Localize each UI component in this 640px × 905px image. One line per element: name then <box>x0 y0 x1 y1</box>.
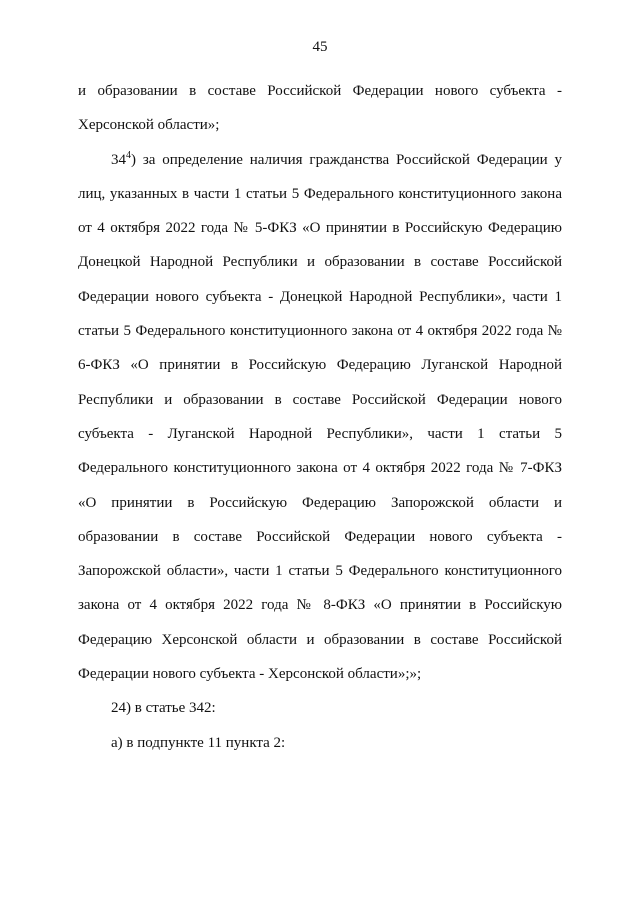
document-body <box>78 74 562 760</box>
paragraph-subitem-a: а) в подпункте 11 пункта 2: <box>111 734 286 751</box>
paragraph-item-24: 24) в статье 342: <box>111 700 216 717</box>
item-superscript: 4 <box>126 149 131 161</box>
item-text: ) за определение наличия гражданства Российской Федерации у лиц, указанных в части 1 статьи 5 Федерального конституционного закона от 4 октября 2022 года № 5-ФКЗ «О принятии в Российскую Федерацию Донецкой Народной Республики и образовании в составе Российской Федерации нового субъекта - Донецкой Народной Республики», части 1 статьи 5 Федерального конституционного закона от 4 октября 2022 года № 6-ФКЗ «О принятии в Российскую Федерацию Луганской Народной Республики и образовании в составе Российской Федерации нового субъекта - Луганской Народной Республики», части 1 статьи 5 Федерального конституционного закона от 4 октября 2022 года № 7-ФКЗ «О принятии в Российскую Федерацию Запорожской области и образовании в составе Российской Федерации нового субъекта - Запорожской области», части 1 статьи 5 Федерального конституционного закона от 4 октября 2022 года № 8-ФКЗ «О принятии в Российскую Федерацию Херсонской области и образовании в составе Российской Федерации нового субъекта - Херсонской области»;»; <box>78 151 562 683</box>
paragraph-continuation: и образовании в составе Российской Федерации нового субъекта - Херсонской области»; <box>78 83 562 134</box>
paragraph-item-34-4 <box>78 143 562 692</box>
page-number: 45 <box>312 39 328 55</box>
item-number: 34 <box>111 151 126 168</box>
